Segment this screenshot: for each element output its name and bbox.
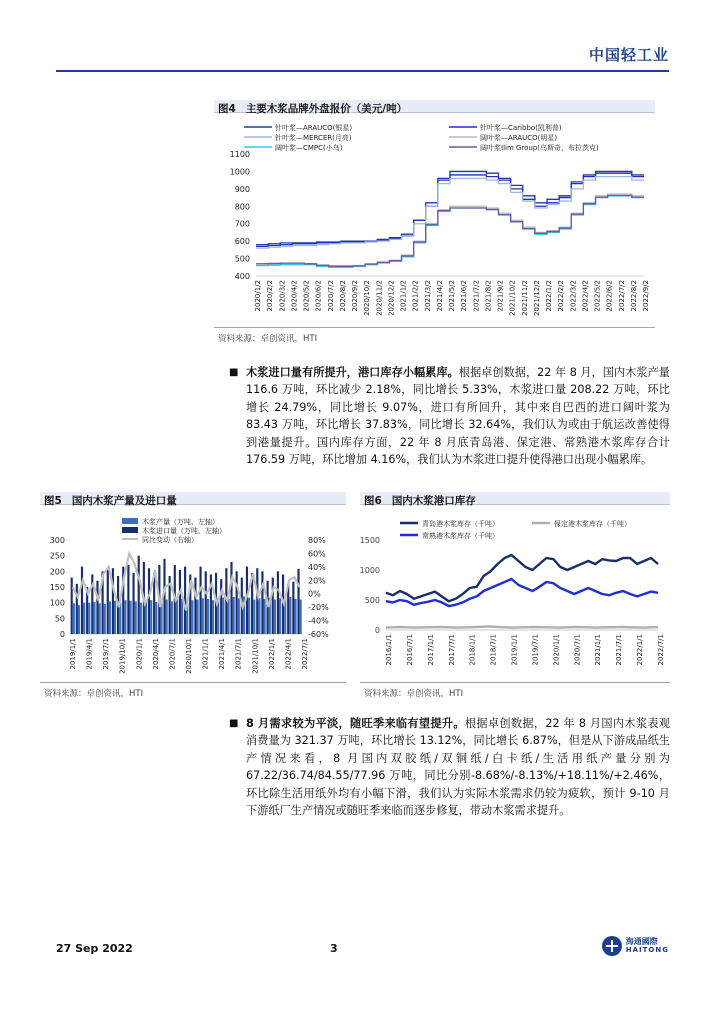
haitong-logo-icon (602, 936, 622, 956)
figure4-title (218, 101, 407, 116)
production-bar (78, 605, 80, 634)
y-tick-label: 700 (234, 219, 250, 229)
y-tick-label: 400 (234, 272, 250, 281)
haitong-logo (602, 936, 669, 956)
import-bar (292, 582, 294, 634)
series-line (386, 555, 658, 601)
production-bar (196, 600, 198, 634)
figure6-title (364, 493, 476, 508)
production-bar (279, 598, 281, 634)
figure5-source: 资料来源：卓创资讯，HTI (44, 689, 144, 699)
legend-label: 常熟港木浆库存（千吨） (422, 532, 499, 540)
y-tick-label: 200 (49, 567, 65, 577)
production-bar (253, 600, 255, 634)
production-bar (129, 601, 131, 634)
x-tick-label: 2022/6/2 (605, 280, 614, 312)
x-tick-label: 2020/10/1 (185, 638, 193, 674)
y2-tick-label: 60% (308, 549, 326, 559)
x-tick-label: 2021/9/2 (496, 280, 505, 312)
section1-lead: 木浆进口量有所提升，港口库存小幅累库。 (246, 366, 459, 379)
x-tick-label: 2020/1/2 (254, 280, 262, 312)
import-bar (127, 565, 129, 634)
y-tick-label: 50 (54, 614, 65, 624)
x-tick-label: 2020/9/2 (351, 280, 359, 312)
figure6-label: 图6 (364, 495, 382, 507)
x-tick-label: 2020/7/1 (168, 638, 177, 670)
x-tick-label: 2016/1/1 (385, 634, 393, 666)
y-tick-label: 100 (49, 598, 65, 608)
import-bar (261, 571, 263, 634)
series-line (386, 626, 658, 627)
x-tick-label: 2018/7/1 (489, 634, 498, 666)
x-tick-label: 2017/1/1 (426, 634, 435, 666)
y-tick-label: 900 (234, 184, 250, 194)
production-bar (114, 601, 116, 634)
production-bar (176, 600, 178, 634)
production-bar (124, 600, 126, 634)
x-tick-label: 2022/3/2 (569, 280, 578, 312)
x-tick-label: 2021/1/2 (399, 280, 408, 312)
x-tick-label: 2022/9/2 (642, 280, 650, 312)
import-bar (107, 570, 109, 634)
figure4-source: 资料来源：卓创资讯，HTI (218, 334, 318, 344)
legend-swatch (122, 518, 138, 524)
import-bar (256, 568, 258, 634)
production-bar (135, 601, 137, 634)
production-bar (155, 602, 157, 634)
x-tick-label: 2021/4/2 (435, 280, 444, 312)
footer-date: 27 Sep 2022 (56, 942, 133, 955)
import-bar (199, 567, 201, 634)
x-tick-label: 2021/7/2 (472, 280, 481, 312)
production-bar (104, 604, 106, 634)
production-bar (140, 603, 142, 634)
x-tick-label: 2020/7/1 (573, 634, 582, 666)
y2-tick-label: -40% (308, 616, 329, 626)
y2-tick-label: 0% (308, 589, 321, 599)
y-tick-label: 800 (234, 202, 250, 212)
y2-tick-label: -60% (308, 630, 329, 639)
y-tick-label: 250 (49, 551, 65, 561)
legend-label: 木浆进口量（万吨，左轴） (142, 527, 226, 535)
production-bar (222, 598, 224, 634)
production-bar (166, 600, 168, 634)
legend-label: 阔叶浆—ARAUCO(明星) (480, 134, 558, 142)
production-bar (119, 603, 121, 634)
production-bar (238, 598, 240, 634)
production-bar (258, 598, 260, 634)
x-tick-label: 2021/4/1 (218, 638, 227, 670)
x-tick-label: 2021/10/2 (508, 280, 517, 316)
logo-en-text: HAITONG (625, 946, 669, 954)
x-tick-label: 2022/1/2 (545, 280, 553, 312)
y-tick-label: 1000 (360, 566, 380, 575)
production-bar (93, 602, 95, 634)
legend-label: 针叶浆—MERCER(月亮) (275, 134, 352, 142)
legend-label: 青岛港木浆库存（千吨） (422, 520, 499, 528)
figure6-source: 资料来源：卓创资讯，HTI (364, 689, 464, 699)
x-tick-label: 2021/1/1 (594, 634, 603, 666)
x-tick-label: 2020/8/2 (338, 280, 347, 312)
production-bar (233, 597, 235, 634)
figure4-chart (214, 118, 655, 326)
legend-label: 同比变动（右轴） (142, 536, 198, 544)
import-bar (71, 578, 73, 634)
production-bar (181, 599, 183, 634)
figure5-title (44, 493, 177, 508)
x-tick-label: 2020/4/1 (151, 638, 160, 670)
production-bar (145, 601, 147, 634)
x-tick-label: 2021/7/1 (234, 638, 243, 670)
legend-label: 针叶浆—ARAUCO(银星) (275, 124, 353, 132)
y-tick-label: 0 (374, 626, 380, 635)
production-bar (300, 600, 302, 634)
x-tick-label: 2021/8/2 (484, 280, 493, 312)
x-tick-label: 2022/7/1 (301, 638, 309, 670)
x-tick-label: 2022/5/2 (593, 280, 602, 312)
x-tick-label: 2022/4/2 (581, 280, 590, 312)
series-line (386, 579, 658, 606)
y-tick-label: 500 (364, 596, 380, 605)
figure4-label: 图4 (218, 103, 236, 115)
figure5-divider (40, 682, 346, 683)
section1-paragraph (246, 364, 670, 468)
y-tick-label: 300 (49, 536, 65, 545)
figure6-divider (360, 682, 670, 683)
import-bar (179, 570, 181, 634)
logo-cn-text: 海通國際 (625, 937, 658, 946)
production-bar (191, 600, 193, 634)
y-tick-label: 600 (234, 237, 250, 247)
y2-tick-label: 80% (308, 536, 326, 545)
x-tick-label: 2016/7/1 (405, 634, 414, 666)
x-tick-label: 2021/3/2 (423, 280, 432, 312)
x-tick-label: 2021/1/1 (201, 638, 210, 670)
production-bar (207, 599, 209, 634)
production-bar (150, 600, 152, 634)
x-tick-label: 2021/2/2 (411, 280, 420, 312)
x-tick-label: 2020/6/2 (314, 280, 323, 312)
x-tick-label: 2019/7/1 (102, 638, 111, 670)
x-tick-label: 2022/2/2 (557, 280, 566, 312)
production-bar (83, 603, 85, 634)
figure6-chart (360, 512, 670, 680)
production-bar (294, 599, 296, 634)
import-bar (76, 584, 78, 634)
x-tick-label: 2020/7/2 (326, 280, 335, 312)
legend-swatch (122, 527, 138, 533)
y-tick-label: 1000 (229, 167, 250, 177)
section2-paragraph (246, 715, 670, 819)
y2-tick-label: 40% (308, 562, 326, 572)
x-tick-label: 2019/1/1 (69, 638, 77, 670)
x-tick-label: 2021/11/2 (520, 280, 529, 316)
header-brand: 中国轻工业 (588, 46, 669, 64)
x-tick-label: 2020/12/2 (387, 280, 396, 316)
y2-tick-label: -20% (308, 603, 329, 613)
x-tick-label: 2020/10/2 (363, 280, 372, 316)
import-bar (132, 573, 134, 634)
y-tick-label: 1100 (229, 150, 250, 159)
section1-body: 根据卓创数据，22 年 8 月，国内木浆产量 116.6 万吨，环比减少 2.18%，同比增长 5.33%，木浆进口量 208.22 万吨，环比增长 24.79%，同比增长 9.07%，进口有所回升，其中来自巴西的进口阔叶浆为 83.43 万吨，环比增长 37.83%，同比增长 32.64%，我们认为或由于航运改善使得到港量提升。国内库存方面，22 年 8 月底青岛港、保定港、常熟港木浆库存合计 176.59 万吨，环比增加 4.16%，我们认为木浆进口提升使得港口出现小幅累库。 (246, 366, 670, 467)
import-bar (81, 567, 83, 634)
y2-tick-label: 20% (308, 576, 326, 586)
legend-label: 木浆产量（万吨，左轴） (142, 518, 219, 526)
x-tick-label: 2022/8/2 (629, 280, 638, 312)
figure5-chart (40, 512, 346, 680)
legend-label: 阔叶浆—CMPC(小鸟) (275, 144, 343, 152)
section2-lead: 8 月需求较为平淡，随旺季来临有望提升。 (246, 717, 465, 730)
legend-label: 针叶浆—Caribbo(凯利普) (480, 124, 562, 132)
x-tick-label: 2020/3/2 (278, 280, 287, 312)
import-bar (277, 571, 279, 634)
x-tick-label: 2021/6/2 (460, 280, 469, 312)
x-tick-label: 2021/7/1 (615, 634, 624, 666)
y-tick-label: 150 (49, 583, 65, 592)
x-tick-label: 2019/1/1 (510, 634, 519, 666)
section2-body: 根据卓创数据，22 年 8 月国内木浆表观消费量为 321.37 万吨，环比增长 13.12%，同比增长 6.87%，但是从下游成品纸生产情况来看，8 月国内双胶纸/双铜纸/白卡纸/生活用纸产量分别为 67.22/36.74/84.55/77.96 万吨，同比分别-8.68%/-8.13%/+18.11%/+2.46%，环比除生活用纸外均有小幅下滑，我们认为实际木浆需求仍较为疲软，预计 9-10 月下游纸厂生产情况或随旺季来临而逐步修复，带动木浆需求提升。 (246, 717, 670, 818)
production-bar (99, 603, 101, 634)
x-tick-label: 2022/7/1 (657, 634, 665, 666)
x-tick-label: 2018/1/1 (468, 634, 477, 666)
production-bar (212, 600, 214, 634)
production-bar (88, 603, 90, 634)
production-bar (202, 598, 204, 634)
y-tick-label: 500 (234, 254, 250, 264)
x-tick-label: 2019/10/1 (118, 638, 127, 674)
x-tick-label: 2022/7/2 (617, 280, 626, 312)
bullet-icon: ■ (229, 367, 239, 378)
import-bar (230, 562, 232, 634)
x-tick-label: 2019/4/1 (85, 638, 94, 670)
import-bar (194, 578, 196, 634)
legend-label: 保定港木浆库存（千吨） (554, 520, 631, 528)
footer-page-number: 3 (330, 942, 338, 955)
production-bar (73, 603, 75, 634)
figure6-title-text: 国内木浆港口库存 (391, 495, 476, 507)
x-tick-label: 2021/12/2 (532, 280, 541, 316)
y-tick-label: 0 (59, 630, 65, 639)
x-tick-label: 2019/7/1 (531, 634, 540, 666)
production-bar (109, 601, 111, 634)
figure5-label: 图5 (44, 495, 62, 507)
import-bar (148, 568, 150, 634)
import-bar (205, 571, 207, 634)
import-bar (297, 569, 299, 634)
legend-label: 阔叶浆Ilim Group(乌斯奇、布拉茨克) (480, 144, 599, 152)
import-bar (138, 556, 140, 634)
figure4-title-text: 主要木浆品牌外盘报价（美元/吨） (245, 103, 408, 115)
x-tick-label: 2020/1/1 (552, 634, 561, 666)
production-bar (227, 599, 229, 634)
x-tick-label: 2021/10/1 (251, 638, 260, 674)
x-tick-label: 2020/2/2 (266, 280, 275, 312)
x-tick-label: 2022/1/1 (636, 634, 645, 666)
import-bar (220, 579, 222, 634)
import-bar (236, 571, 238, 634)
production-bar (171, 601, 173, 634)
x-tick-label: 2022/4/1 (284, 638, 293, 670)
production-bar (274, 600, 276, 634)
figure5-title-text: 国内木浆产量及进口量 (71, 495, 177, 507)
figure4-divider (214, 327, 655, 328)
x-tick-label: 2020/11/2 (375, 280, 384, 316)
header-rule (56, 70, 669, 72)
x-tick-label: 2017/7/1 (447, 634, 456, 666)
production-bar (289, 597, 291, 634)
x-tick-label: 2022/1/1 (267, 638, 276, 670)
x-tick-label: 2020/4/2 (290, 280, 299, 312)
series-line (256, 177, 644, 248)
x-tick-label: 2021/5/2 (448, 280, 456, 312)
y-tick-label: 1500 (360, 536, 380, 545)
production-bar (248, 598, 250, 634)
x-tick-label: 2020/5/2 (302, 280, 311, 312)
production-bar (264, 599, 266, 634)
import-bar (96, 581, 98, 634)
bullet-icon: ■ (229, 718, 239, 729)
x-tick-label: 2020/1/1 (135, 638, 144, 670)
